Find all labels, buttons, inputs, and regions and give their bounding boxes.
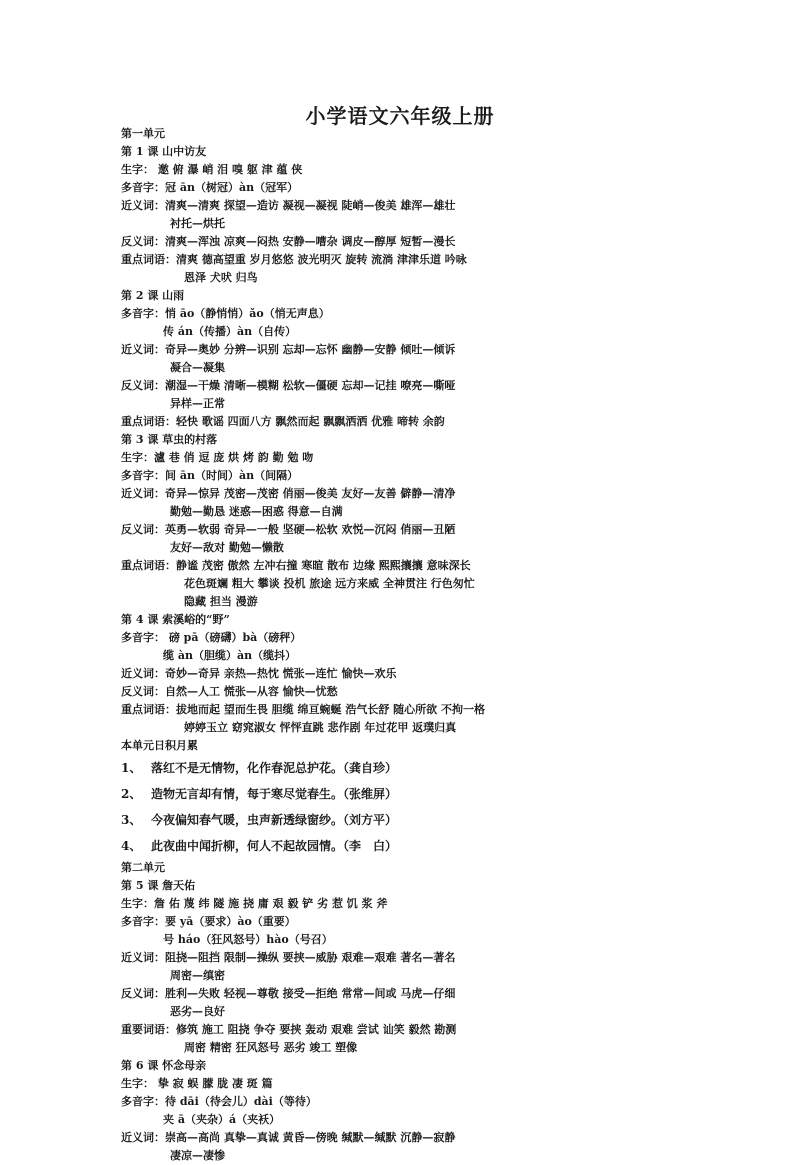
synonyms-continued: 凄凉—凄惨 bbox=[170, 1149, 225, 1162]
polyphonic-characters: 多音字：冠 ān（树冠）àn（冠军） bbox=[121, 181, 299, 194]
poem-quote bbox=[121, 755, 761, 781]
polyphonic-characters: 多音字：间 ān（时间）àn（间隔） bbox=[121, 469, 299, 482]
key-words-continued: 周密 精密 狂风怒号 恶劣 竣工 塑像 bbox=[184, 1041, 358, 1054]
quote-text: 此夜曲中闻折柳，何人不起故园情。（李 白） bbox=[151, 839, 398, 853]
key-words: 重点词语：清爽 德高望重 岁月悠悠 波光明灭 旋转 流淌 津津乐道 吟咏 bbox=[121, 253, 467, 266]
quote-text: 造物无言却有情，每于寒尽觉春生。（张维屏） bbox=[151, 787, 398, 801]
quote-number: 2、 bbox=[121, 787, 142, 801]
quote-number: 1、 bbox=[121, 761, 142, 775]
synonyms: 近义词：奇异—惊异 茂密—茂密 俏丽—俊美 友好—友善 僻静—清净 bbox=[121, 487, 456, 500]
polyphonic-continued: 传 án（传播）àn（自传） bbox=[163, 325, 297, 338]
synonyms-continued: 衬托—烘托 bbox=[170, 217, 225, 230]
antonyms-continued: 异样—正常 bbox=[170, 397, 225, 410]
synonyms: 近义词：奇异—奥妙 分辨—识别 忘却—忘怀 幽静—安静 倾吐—倾诉 bbox=[121, 343, 456, 356]
key-words-continued: 恩泽 犬吠 归鸟 bbox=[184, 271, 258, 284]
synonyms-continued: 周密—缜密 bbox=[170, 969, 225, 982]
polyphonic-continued: 夹 ā（夹杂）á（夹袄） bbox=[163, 1113, 281, 1126]
poem-quote bbox=[121, 807, 761, 833]
lesson-heading: 第 4 课 索溪峪的“野” bbox=[121, 613, 230, 626]
key-words: 重点词语：静谧 茂密 傲然 左冲右撞 寒暄 散布 边缘 熙熙攘攘 意味深长 bbox=[121, 559, 471, 572]
polyphonic-characters: 多音字： 磅 pā（磅礴）bà（磅秤） bbox=[121, 631, 302, 644]
section-heading: 第一单元 bbox=[121, 127, 165, 140]
quote-text: 今夜偏知春气暖，虫声新透绿窗纱。（刘方平） bbox=[151, 813, 398, 827]
accumulation-heading: 本单元日积月累 bbox=[121, 739, 198, 752]
lesson-heading: 第 5 课 詹天佑 bbox=[121, 879, 196, 892]
antonyms: 反义词：英勇—软弱 奇异—一般 坚硬—松软 欢悦—沉闷 俏丽—丑陋 bbox=[121, 523, 456, 536]
antonyms-continued: 恶劣—良好 bbox=[170, 1005, 225, 1018]
key-words: 重要词语：修筑 施工 阻挠 争夺 要挟 轰动 艰难 尝试 讪笑 毅然 勘测 bbox=[121, 1023, 457, 1036]
new-characters: 生字： 挚 寂 蜈 朦 胧 凄 斑 篇 bbox=[121, 1077, 273, 1090]
key-words-continued: 隐藏 担当 漫游 bbox=[184, 595, 258, 608]
lesson-heading: 第 6 课 怀念母亲 bbox=[121, 1059, 207, 1072]
new-characters: 生字： 邀 俯 瀑 峭 泪 嗅 躯 津 蕴 侠 bbox=[121, 163, 303, 176]
polyphonic-characters: 多音字：要 yā（要求）ào（重要） bbox=[121, 915, 296, 928]
synonyms: 近义词：清爽—清爽 探望—造访 凝视—凝视 陡峭—俊美 雄浑—雄壮 bbox=[121, 199, 456, 212]
polyphonic-continued: 缆 àn（胆缆）àn（缆抖） bbox=[163, 649, 297, 662]
key-words: 重点词语：拔地而起 望而生畏 胆缆 绵亘蜿蜒 浩气长舒 随心所欲 不拘一格 bbox=[121, 703, 485, 716]
quote-text: 落红不是无情物，化作春泥总护花。（龚自珍） bbox=[151, 761, 398, 775]
document-body bbox=[121, 125, 761, 1165]
synonyms: 近义词：阻挠—阻挡 限制—操纵 要挟—威胁 艰难—艰难 著名—著名 bbox=[121, 951, 456, 964]
page-title: 小学语文六年级上册 bbox=[305, 104, 495, 128]
synonyms: 近义词：奇妙—奇异 亲热—热忱 慌张—连忙 愉快—欢乐 bbox=[121, 667, 397, 680]
antonyms: 反义词：自然—人工 慌张—从容 愉快—忧愁 bbox=[121, 685, 338, 698]
antonyms: 反义词：胜利—失败 轻视—尊敬 接受—拒绝 常常—间或 马虎—仔细 bbox=[121, 987, 456, 1000]
quote-number: 4、 bbox=[121, 839, 142, 853]
poem-quote bbox=[121, 781, 761, 807]
polyphonic-continued: 号 háo（狂风怒号）hào（号召） bbox=[163, 933, 333, 946]
synonyms: 近义词：崇高—高尚 真挚—真诚 黄昏—傍晚 缄默—缄默 沉静—寂静 bbox=[121, 1131, 456, 1144]
synonyms-continued: 凝合—凝集 bbox=[170, 361, 225, 374]
lesson-heading: 第 2 课 山雨 bbox=[121, 289, 185, 302]
polyphonic-characters: 多音字：悄 āo（静悄悄）ǎo（悄无声息） bbox=[121, 307, 330, 320]
key-words-continued: 花色斑斓 粗大 攀谈 投机 旅途 远方来威 全神贯注 行色匆忙 bbox=[184, 577, 475, 590]
poem-quote bbox=[121, 833, 761, 859]
lesson-heading: 第 1 课 山中访友 bbox=[121, 145, 207, 158]
synonyms-continued: 勤勉—勤恳 迷惑—困惑 得意—自满 bbox=[170, 505, 343, 518]
section-heading: 第二单元 bbox=[121, 861, 165, 874]
new-characters: 生字：瀘 巷 俏 逗 庞 烘 烤 韵 勤 勉 吻 bbox=[121, 451, 314, 464]
antonyms: 反义词：清爽—浑浊 凉爽—闷热 安静—嘈杂 调皮—醇厚 短暂—漫长 bbox=[121, 235, 456, 248]
key-words-continued: 婷婷玉立 窈窕淑女 怦怦直跳 悲作剧 年过花甲 返璞归真 bbox=[184, 721, 457, 734]
antonyms: 反义词：潮湿—干燥 清晰—模糊 松软—僵硬 忘却—记挂 嘹亮—嘶哑 bbox=[121, 379, 456, 392]
antonyms-continued: 友好—敌对 勤勉—懒散 bbox=[170, 541, 284, 554]
polyphonic-characters: 多音字：待 dāi（待会儿）dài（等待） bbox=[121, 1095, 317, 1108]
lesson-heading: 第 3 课 草虫的村落 bbox=[121, 433, 218, 446]
new-characters: 生字：詹 佑 蔑 纬 隧 施 挠 庸 艰 毅 铲 劣 惹 饥 浆 斧 bbox=[121, 897, 388, 910]
quote-number: 3、 bbox=[121, 813, 142, 827]
key-words: 重点词语：轻快 歌谣 四面八方 飘然而起 飘飘洒洒 优雅 啼转 余韵 bbox=[121, 415, 445, 428]
